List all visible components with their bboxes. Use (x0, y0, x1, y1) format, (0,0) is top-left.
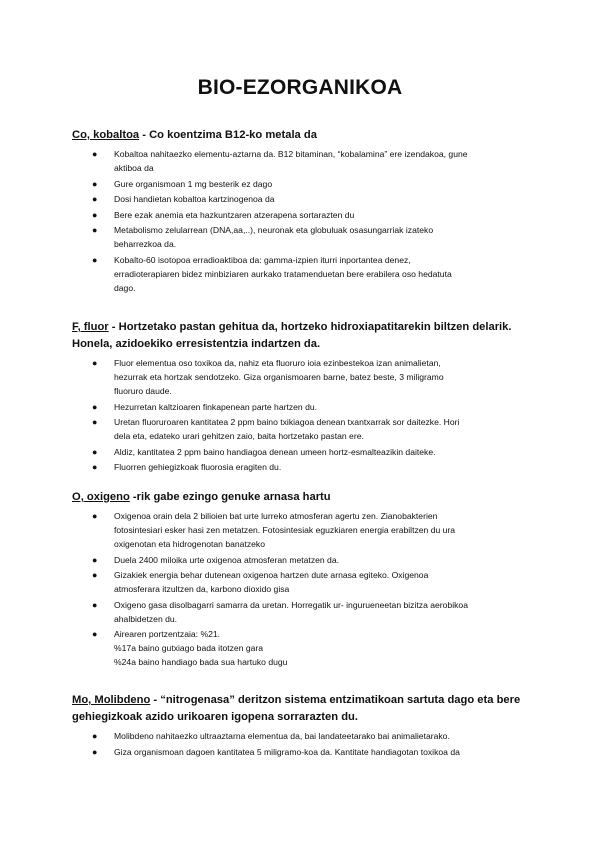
heading-text-line2: gehiegizkoak azido urikoaren igopena sorrarazten du. (72, 711, 358, 723)
bullet-icon: ● (92, 225, 98, 235)
list-item-line: fluoruro daude. (114, 386, 172, 396)
bullet-icon: ● (92, 599, 98, 610)
list-item (72, 147, 532, 175)
list-item (72, 223, 532, 251)
bullet-list (72, 356, 532, 474)
list-item-line: Oxigeno gasa disolbagarri samarra da uretan. Horregatik ur- ingurueneetan bizitza aerobikoa (114, 599, 468, 610)
element-name: Mo, Molibdeno (72, 694, 151, 706)
list-item-line: %24a baino handiago bada sua hartuko dugu (114, 657, 288, 667)
list-item (72, 192, 532, 206)
list-item (72, 177, 532, 191)
bullet-icon: ● (92, 209, 98, 220)
heading-text: -rik gabe ezingo genuke arnasa hartu (129, 491, 331, 503)
element-name: O, oxigeno (72, 491, 130, 503)
bullet-list (72, 729, 532, 759)
bullet-icon: ● (92, 401, 98, 412)
list-item (72, 400, 532, 414)
section-molybdenum (72, 692, 532, 760)
list-item-line: hezurrak eta hortzak sendotzeko. Giza organismoaren barne, batez beste, 3 miligramo (114, 372, 444, 382)
list-item-line: Uretan fluoruroaren kantitatea 2 ppm baino txikiagoa denean txantxarrak sor daitezke. Hori (114, 417, 460, 427)
list-item (72, 729, 532, 743)
list-item-line: dago. (114, 282, 136, 293)
list-item (72, 568, 532, 596)
list-item (72, 253, 532, 295)
list-item-line: fotosintesiari esker hasi zen metatzen. Fotosintesiak eguzkiaren energia erabiltzen du ura (114, 525, 456, 535)
list-item (72, 356, 532, 398)
bullet-list (72, 147, 532, 295)
list-item-line: Giza organismoan dagoen kantitatea 5 miligramo-koa da. Kantitate handiagotan toxikoa da (114, 746, 460, 757)
bullet-icon: ● (92, 511, 98, 521)
section-cobalt (72, 127, 532, 296)
list-item-line: aktiboa da (114, 163, 154, 173)
bullet-icon: ● (92, 254, 98, 265)
list-item-line: Bere ezak anemia eta hazkuntzaren atzerapena sortarazten du (114, 209, 355, 220)
element-name: F, fluor (72, 321, 109, 333)
list-item (72, 415, 532, 443)
list-item-line: Gure organismoan 1 mg besterik ez dago (114, 178, 273, 189)
section-heading (72, 127, 532, 144)
list-item-line: Dosi handietan kobaltoa kartzinogenoa da (114, 194, 275, 204)
list-item-line: Molibdeno nahitaezko ultraaztarna elementua da, bai landateetarako bai animalietarako. (114, 731, 450, 741)
list-item-line: Fluorren gehiegizkoak fluorosia eragiten du. (114, 462, 282, 472)
list-item-line: Metabolismo zelularrean (DNA,aa,..), neuronak eta globuluak osasungarriak izateko (114, 225, 434, 235)
bullet-icon: ● (92, 358, 98, 368)
list-item (72, 460, 532, 474)
list-item-line: oxigenotan eta hidrogenotan banatzeko (114, 539, 265, 549)
page-title: BIO-EZORGANIKOA (197, 76, 403, 99)
list-item-line: Oxigenoa orain dela 2 bilioien bat urte lurreko atmosferan agertu zen. Zianobakterien (114, 511, 438, 521)
bullet-icon: ● (92, 746, 98, 757)
heading-text-line2: Honela, azidoekiko erresistentzia indartzen da. (72, 338, 321, 350)
heading-text: - “nitrogenasa” deritzon sistema entzimatikoan sartuta dago eta bere (150, 694, 521, 706)
heading-text: - Co koentzima B12-ko metala da (139, 129, 317, 141)
list-item-line: ahalbidetzen du. (114, 613, 178, 624)
section-heading (72, 489, 532, 506)
bullet-icon: ● (92, 417, 98, 427)
list-item-line: dela eta, edateko urari gehitzen zaio, baita hortzetako pastan ere. (114, 431, 364, 441)
bullet-icon: ● (92, 446, 98, 457)
bullet-icon: ● (92, 178, 98, 189)
section-oxygen (72, 489, 532, 671)
bullet-icon: ● (92, 554, 98, 565)
list-item-line: Kobaltoa nahitaezko elementu-aztarna da. B12 bitaminan, “kobalamina” ere izendakoa, gune (114, 149, 468, 159)
bullet-icon: ● (92, 462, 98, 472)
list-item-line: Airearen portzentzaia: %21. (114, 629, 221, 639)
list-item-line: erradioterapiaren bidez minbiziaren aurkako tratamenduetan bere erabilera oso hedatuta (114, 268, 452, 279)
element-name: Co, kobaltoa (72, 129, 140, 141)
section-fluor (72, 319, 532, 476)
list-item-line: Fluor elementua oso toxikoa da, nahiz eta fluoruro ioia ezinbestekoa izan animalietan, (114, 358, 441, 368)
heading-text: - Hortzetako pastan gehitua da, hortzeko hidroxiapatitarekin biltzen delarik. (108, 321, 512, 333)
list-item-line: Gizakiek energia behar dutenean oxigenoa hartzen dute arnasa egiteko. Oxigenoa (114, 570, 429, 580)
list-item-line: Kobalto-60 isotopoa erradioaktiboa da: gamma-izpien iturri inportantea denez, (114, 254, 411, 265)
bullet-icon: ● (92, 194, 98, 204)
list-item-line: Aldiz, kantitatea 2 ppm baino handiagoa denean umeen hortz-esmalteazikin daiteke. (114, 446, 436, 457)
list-item (72, 627, 532, 669)
list-item (72, 745, 532, 759)
list-item (72, 208, 532, 222)
list-item-line: beharrezkoa da. (114, 239, 177, 249)
list-item (72, 509, 532, 551)
bullet-icon: ● (92, 731, 98, 741)
bullet-icon: ● (92, 149, 98, 159)
section-heading (72, 692, 532, 726)
list-item (72, 445, 532, 459)
list-item-line: %17a baino gutxiago bada itotzen gara (114, 643, 264, 653)
bullet-icon: ● (92, 570, 98, 580)
list-item (72, 553, 532, 567)
list-item-line: Hezurretan kaltzioaren finkapenean parte hartzen du. (114, 401, 318, 412)
list-item-line: atmosferara itzultzen da, karbono dioxido gisa (114, 584, 290, 594)
list-item (72, 598, 532, 626)
section-heading (72, 319, 532, 353)
bullet-list (72, 509, 532, 669)
bullet-icon: ● (92, 629, 98, 639)
list-item-line: Duela 2400 miloika urte oxigenoa atmosferan metatzen da. (114, 554, 340, 565)
